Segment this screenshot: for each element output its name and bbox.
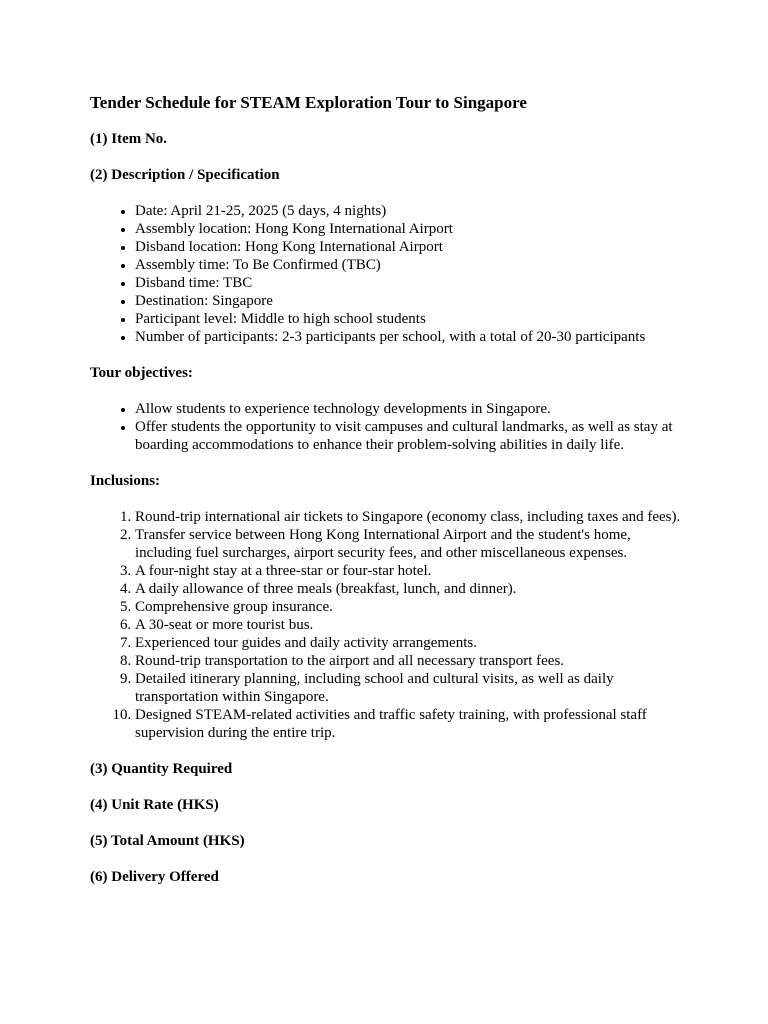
total-amount-heading: (5) Total Amount (HKS) bbox=[90, 833, 245, 849]
list-item: 9. Detailed itinerary planning, including school and cultural visits, as well as daily transportation within Singapore. bbox=[135, 670, 690, 706]
list-item: • Allow students to experience technology developments in Singapore. bbox=[135, 400, 690, 418]
list-item: • Disband time: TBC bbox=[135, 274, 690, 292]
list-item: • Disband location: Hong Kong International Airport bbox=[135, 238, 690, 256]
inclusions-list bbox=[90, 508, 690, 742]
objectives-list bbox=[90, 400, 690, 454]
document-body bbox=[90, 93, 690, 904]
list-item: • Assembly time: To Be Confirmed (TBC) bbox=[135, 256, 690, 274]
list-item: 10. Designed STEAM-related activities and traffic safety training, with professional staff supervision during the entire trip. bbox=[135, 706, 690, 742]
list-item: • Assembly location: Hong Kong International Airport bbox=[135, 220, 690, 238]
item-no-heading: (1) Item No. bbox=[90, 131, 168, 147]
list-item: • Number of participants: 2-3 participants per school, with a total of 20-30 participants bbox=[135, 328, 690, 346]
objectives-heading: Tour objectives: bbox=[90, 365, 193, 381]
list-item: • Participant level: Middle to high school students bbox=[135, 310, 690, 328]
quantity-heading: (3) Quantity Required bbox=[90, 761, 233, 777]
list-item: 5. Comprehensive group insurance. bbox=[135, 598, 690, 616]
delivery-heading: (6) Delivery Offered bbox=[90, 869, 219, 885]
list-item: 6. A 30-seat or more tourist bus. bbox=[135, 616, 690, 634]
list-item: • Destination: Singapore bbox=[135, 292, 690, 310]
list-item: 2. Transfer service between Hong Kong International Airport and the student's home, including fuel surcharges, airport security fees, and other miscellaneous expenses. bbox=[135, 526, 690, 562]
list-item: • Date: April 21-25, 2025 (5 days, 4 nights) bbox=[135, 202, 690, 220]
list-item: 7. Experienced tour guides and daily activity arrangements. bbox=[135, 634, 690, 652]
document-title: Tender Schedule for STEAM Exploration Tour to Singapore bbox=[90, 93, 527, 112]
description-heading: (2) Description / Specification bbox=[90, 167, 280, 183]
list-item: 8. Round-trip transportation to the airport and all necessary transport fees. bbox=[135, 652, 690, 670]
list-item: 4. A daily allowance of three meals (breakfast, lunch, and dinner). bbox=[135, 580, 690, 598]
unit-rate-heading: (4) Unit Rate (HKS) bbox=[90, 797, 219, 813]
list-item: • Offer students the opportunity to visit campuses and cultural landmarks, as well as stay at boarding accommodations to enhance their problem-solving abilities in daily life. bbox=[135, 418, 690, 454]
list-item: 1. Round-trip international air tickets to Singapore (economy class, including taxes and fees). bbox=[135, 508, 690, 526]
inclusions-heading: Inclusions: bbox=[90, 473, 161, 489]
details-list bbox=[90, 202, 690, 346]
list-item: 3. A four-night stay at a three-star or four-star hotel. bbox=[135, 562, 690, 580]
